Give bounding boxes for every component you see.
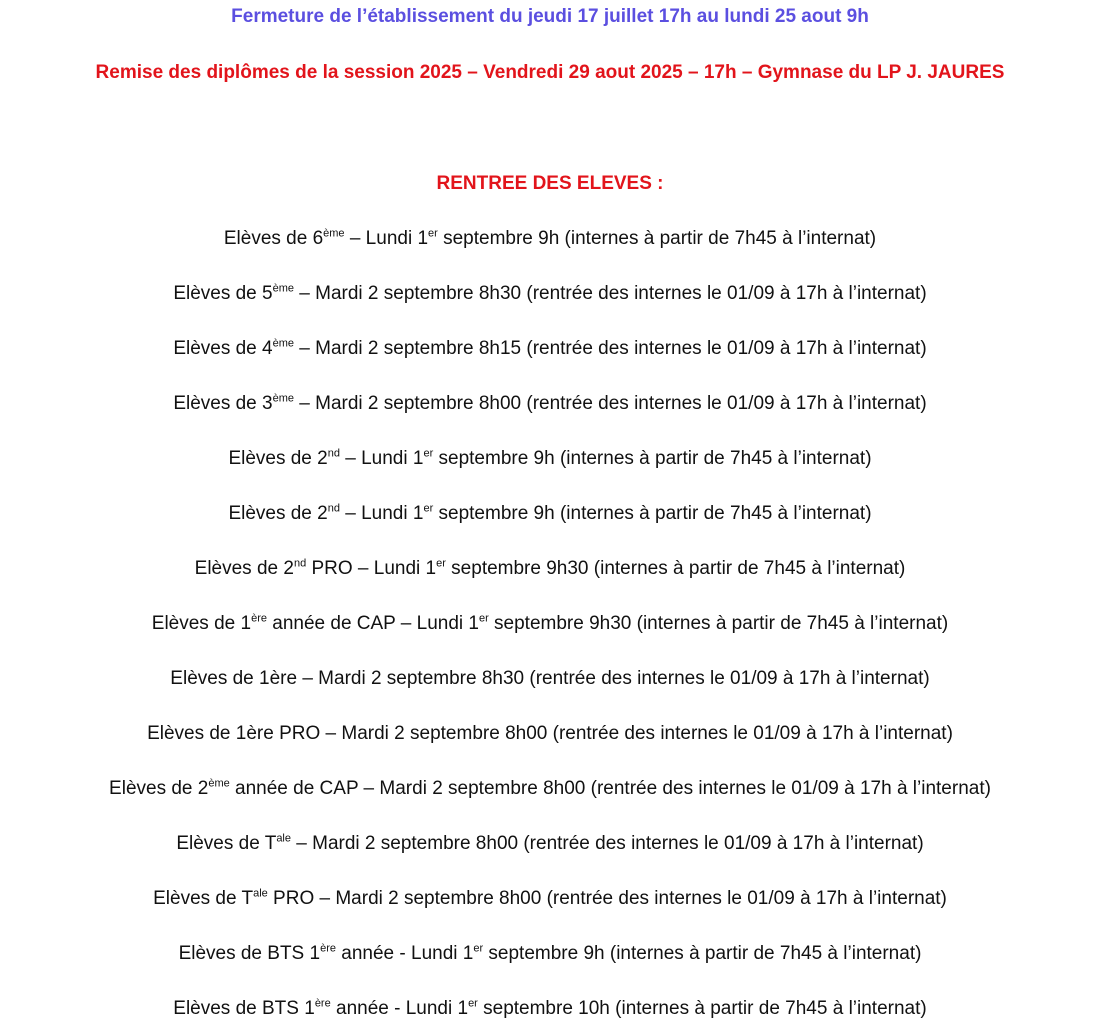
- row-superscript: nd: [327, 502, 340, 515]
- row-text: septembre 9h30 (internes à partir de 7h45 à l’internat): [445, 558, 906, 579]
- row-text: PRO – Mardi 2 septembre 8h00 (rentrée des internes le 01/09 à 17h à l’internat): [267, 888, 947, 909]
- closure-notice: Fermeture de l’établissement du jeudi 17 juillet 17h au lundi 25 aout 9h: [231, 6, 869, 27]
- row-text: Elèves de 2: [228, 503, 328, 524]
- rentree-heading: RENTREE DES ELEVES :: [436, 173, 664, 194]
- row-text: – Lundi 1: [339, 503, 424, 524]
- row-superscript: ère: [251, 612, 267, 625]
- row-text: septembre 9h30 (internes à partir de 7h45 à l’internat): [488, 613, 949, 634]
- row-text: – Mardi 2 septembre 8h30 (rentrée des internes le 01/09 à 17h à l’internat): [294, 283, 927, 304]
- row-superscript: ale: [276, 832, 291, 845]
- row-text: septembre 9h (internes à partir de 7h45 à l’internat): [437, 228, 877, 249]
- row-text: année de CAP – Lundi 1: [266, 613, 479, 634]
- row-text: Elèves de 2: [194, 558, 294, 579]
- row-text: Elèves de 1ère – Mardi 2 septembre 8h30 (rentrée des internes le 01/09 à 17h à l’internat): [170, 668, 930, 689]
- row-text: Elèves de 1ère PRO – Mardi 2 septembre 8h00 (rentrée des internes le 01/09 à 17h à l’internat): [147, 723, 953, 744]
- row-text: septembre 9h (internes à partir de 7h45 à l’internat): [433, 503, 872, 524]
- row-superscript: ème: [208, 777, 230, 790]
- row-text: Elèves de 1: [151, 613, 252, 634]
- row-text: Elèves de 2: [228, 448, 328, 469]
- row-superscript: ème: [272, 282, 295, 295]
- row-text: Elèves de BTS 1: [178, 943, 321, 964]
- schedule-row: [0, 998, 1100, 1020]
- row-text: Elèves de T: [176, 833, 277, 854]
- diploma-ceremony-notice: Remise des diplômes de la session 2025 – Vendredi 29 aout 2025 – 17h – Gymnase du LP J. JAURES: [95, 62, 1005, 83]
- row-text: septembre 10h (internes à partir de 7h45 à l’internat): [477, 998, 927, 1019]
- row-text: Elèves de 4: [173, 338, 273, 359]
- schedule-row: [0, 833, 1100, 855]
- row-superscript: er: [473, 942, 484, 955]
- row-text: Elèves de BTS 1: [173, 998, 315, 1019]
- schedule-row: [0, 888, 1100, 910]
- schedule-row: [0, 393, 1100, 415]
- row-text: Elèves de 3: [173, 393, 273, 414]
- row-superscript: nd: [293, 557, 307, 570]
- row-superscript: er: [478, 612, 489, 625]
- row-text: PRO – Lundi 1: [306, 558, 437, 579]
- row-superscript: er: [423, 447, 434, 460]
- row-superscript: ème: [323, 227, 345, 240]
- row-text: Elèves de 6: [223, 228, 324, 249]
- row-superscript: ème: [272, 392, 295, 405]
- row-superscript: ale: [253, 887, 268, 900]
- schedule-row: [0, 228, 1100, 250]
- row-text: – Mardi 2 septembre 8h15 (rentrée des internes le 01/09 à 17h à l’internat): [294, 338, 927, 359]
- schedule-row: [0, 613, 1100, 635]
- row-text: Elèves de 5: [173, 283, 273, 304]
- row-text: Elèves de T: [153, 888, 254, 909]
- row-text: Elèves de 2: [109, 778, 209, 799]
- schedule-row: [0, 668, 1100, 690]
- schedule-row: [0, 558, 1100, 580]
- row-superscript: ème: [272, 337, 295, 350]
- schedule-row: [0, 283, 1100, 305]
- schedule-row: [0, 778, 1100, 800]
- row-text: année de CAP – Mardi 2 septembre 8h00 (rentrée des internes le 01/09 à 17h à l’internat): [229, 778, 991, 799]
- row-text: – Lundi 1: [344, 228, 429, 249]
- schedule-row: [0, 448, 1100, 470]
- row-text: – Mardi 2 septembre 8h00 (rentrée des internes le 01/09 à 17h à l’internat): [291, 833, 924, 854]
- row-superscript: er: [436, 557, 446, 570]
- row-text: – Lundi 1: [339, 448, 424, 469]
- row-text: septembre 9h (internes à partir de 7h45 à l’internat): [483, 943, 922, 964]
- row-superscript: er: [423, 502, 434, 515]
- row-text: – Mardi 2 septembre 8h00 (rentrée des internes le 01/09 à 17h à l’internat): [294, 393, 927, 414]
- row-text: année - Lundi 1: [336, 943, 474, 964]
- schedule-row: [0, 723, 1100, 745]
- row-superscript: er: [428, 227, 438, 240]
- schedule-row: [0, 503, 1100, 525]
- row-superscript: ère: [314, 997, 331, 1010]
- row-superscript: er: [468, 997, 478, 1010]
- row-superscript: ère: [320, 942, 336, 955]
- schedule-row: [0, 338, 1100, 360]
- row-text: année - Lundi 1: [330, 998, 469, 1019]
- row-superscript: nd: [327, 447, 340, 460]
- row-text: septembre 9h (internes à partir de 7h45 à l’internat): [433, 448, 872, 469]
- schedule-row: [0, 943, 1100, 965]
